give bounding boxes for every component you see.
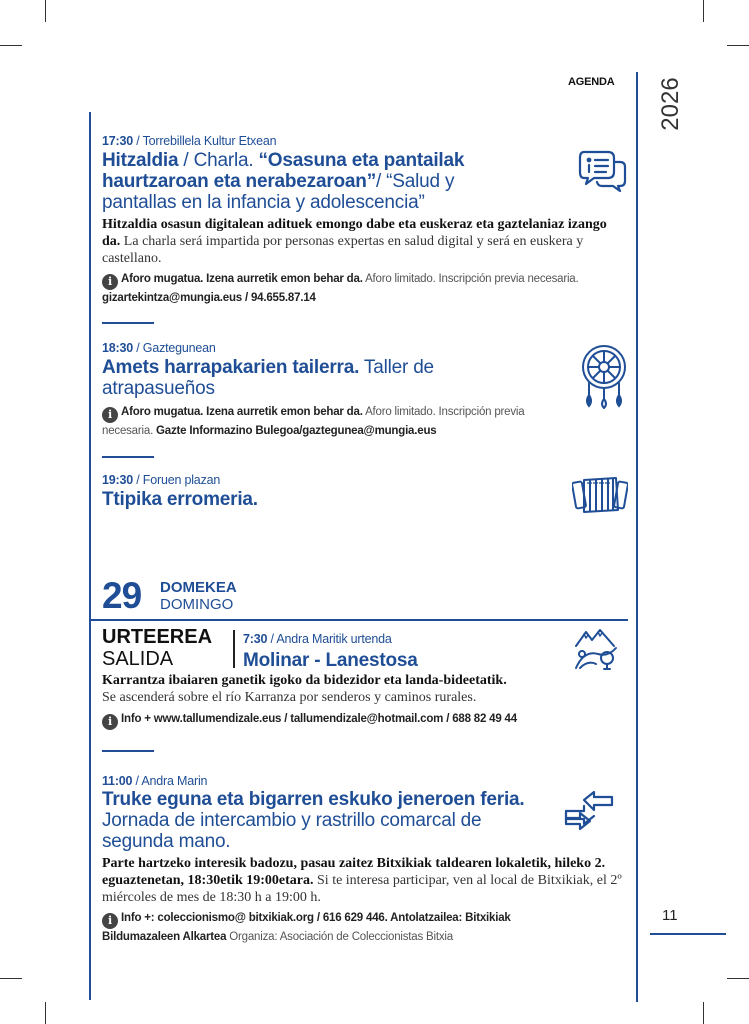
event-description [102,216,622,267]
crop-mark [45,1002,46,1024]
info-icon: i [102,913,118,929]
accordion-icon [572,474,628,516]
day-number: 29 [102,575,142,616]
event-charla [102,134,627,306]
crop-mark [703,0,704,22]
separator [102,750,154,752]
event-time: 19:30 [102,473,133,487]
outing-title-text: Molinar - Lanestosa [243,650,418,671]
event-tailerra [102,341,562,439]
crop-mark [0,978,22,979]
mountain-landscape-icon [574,624,618,670]
separator [102,456,154,458]
outing-time: 7:30 [243,632,268,646]
event-info [102,404,542,439]
info-eu: Aforo mugatua. Izena aurretik emon behar da. [121,273,363,285]
event-time-line [102,341,562,355]
separator [102,322,154,324]
speech-bubble-info-icon [578,148,628,192]
event-title [102,357,522,399]
info-eu: Info +: coleccionismo@ bitxikiak.org / 616 629 446. Antolatzailea: Bitxikiak Bildumazaleen Alkartea [102,912,511,943]
info-icon: i [102,714,118,730]
year-label: 2026 [657,77,684,131]
info-icon: i [102,274,118,290]
right-rule [636,72,638,1002]
day-name-eu: DOMEKEA [160,579,237,596]
event-place: / Gaztegunean [132,341,216,355]
info-eu: Aforo mugatua. Izena aurretik emon behar da. [121,406,363,418]
title-eu: Amets harrapakarien tailerra. [102,357,360,378]
description-es: La charla será impartida por personas expertas en salud digital y será en euskera y castellano. [102,234,584,266]
event-erromeria [102,473,522,510]
page-number-rule [650,933,726,935]
outing-description [102,672,622,706]
event-place: / Foruen plazan [132,473,221,487]
title-part: Hitzaldia [102,150,179,171]
event-time-line [102,473,522,487]
event-time: 18:30 [102,341,133,355]
event-title [102,789,552,852]
title-part: / “Salud y pantallas en la infancia y adolescencia” [102,171,455,213]
title-part: “Osasuna eta pantailak haurtzaroan eta nerabezaroan” [102,150,465,192]
day-rule [90,619,628,621]
event-time: 11:00 [102,774,133,788]
info-es: Aforo limitado. Inscripción previa necesaria. [102,406,525,437]
event-place: / Torrebillela Kultur Etxean [132,134,277,148]
info-contact: Gazte Informazino Bulegoa/gaztegunea@mungia.eus [153,425,437,437]
event-info [102,271,627,306]
exchange-arrows-icon [562,788,616,834]
title-es: Taller de atrapasueños [102,357,434,399]
info-contact: Info + www.tallumendizale.eus / tallumendizale@hotmail.com / 688 82 49 44 [121,713,517,725]
description-es: Si te interesa participar, ven al local de Bitxikiak, el 2º miércoles de mes de 18:30 h a 19:00 h. [102,873,622,905]
title-part: / Charla. [178,150,259,171]
outing-title [243,650,418,671]
event-feria [102,774,627,945]
outing-divider [233,630,235,668]
event-title [102,489,522,510]
page-number: 11 [662,907,678,924]
outing-label-es: SALIDA [102,648,174,670]
event-time-line [102,774,627,788]
event-title [102,150,522,213]
event-info [102,910,542,945]
outing-info [102,711,627,730]
section-label: AGENDA [568,76,615,88]
description-eu: Karrantza ibaiaren ganetik igoko da bidezidor eta landa-bideetatik. [102,673,507,688]
outing-place: / Andra Maritik urtenda [267,632,392,646]
crop-mark [727,978,749,979]
description-eu: Parte hartzeko interesik badozu, pasau zaitez Bitxikiak taldearen lokaletik, hileko 2. eguaztenetan, 18:30etik 19:00etara. [102,856,606,888]
info-contact: gizartekintza@mungia.eus / 94.655.87.14 [102,292,316,304]
info-es: Aforo limitado. Inscripción previa necesaria. [362,273,579,285]
event-description [102,855,622,906]
crop-mark [703,1002,704,1024]
info-es: Organiza: Asociación de Coleccionistas Bitxia [226,931,453,943]
outing-time-line [243,632,392,646]
description-eu: Hitzaldia osasun digitalean adituek emongo dabe eta euskeraz eta gaztelaniaz izango da. [102,217,607,249]
title-es: Jornada de intercambio y rastrillo comarcal de segunda mano. [102,810,482,852]
title-eu: Ttipika erromeria. [102,489,258,510]
event-time-line [102,134,627,148]
description-es: Se ascenderá sobre el río Karranza por senderos y caminos rurales. [102,690,477,705]
info-icon: i [102,407,118,423]
title-eu: Truke eguna eta bigarren eskuko jeneroen feria. [102,789,525,810]
crop-mark [0,45,22,46]
outing-label-eu: URTEEREA [102,626,213,648]
left-rule [89,112,91,1000]
crop-mark [45,0,46,22]
day-name-es: DOMINGO [160,596,234,613]
crop-mark [727,45,749,46]
event-place: / Andra Marin [132,774,208,788]
event-time: 17:30 [102,134,133,148]
dreamcatcher-icon [579,343,629,409]
